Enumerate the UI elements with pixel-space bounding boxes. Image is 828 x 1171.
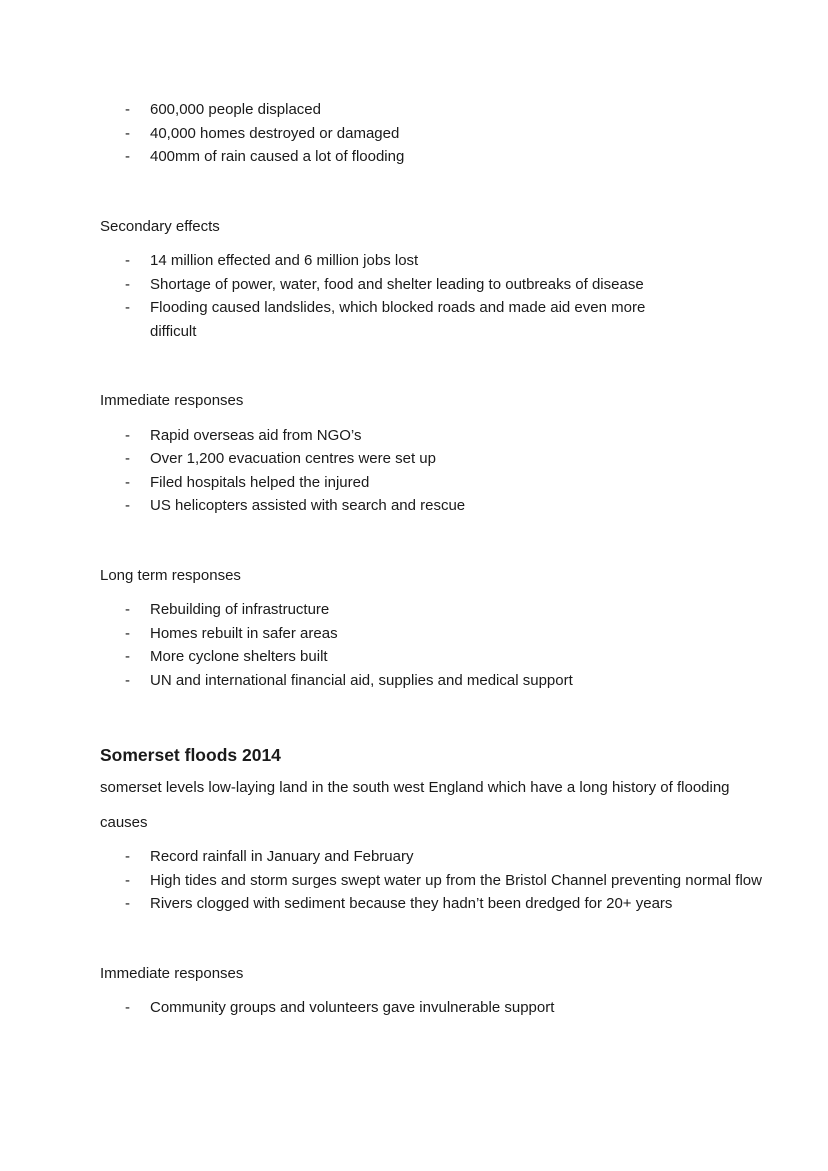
list-item bbox=[100, 145, 740, 169]
somerset-section-title: Somerset floods 2014 bbox=[100, 745, 281, 765]
list-item bbox=[100, 869, 780, 893]
list-item-text: Record rainfall in January and February bbox=[150, 848, 414, 865]
secondary-effects-list bbox=[100, 249, 740, 343]
dash-bullet: - bbox=[125, 101, 130, 118]
dash-bullet: - bbox=[125, 473, 130, 491]
dash-bullet: - bbox=[125, 148, 130, 165]
dash-bullet: - bbox=[125, 426, 130, 444]
list-item bbox=[100, 447, 740, 471]
list-item bbox=[100, 424, 740, 448]
list-item bbox=[100, 996, 740, 1020]
list-item bbox=[100, 296, 690, 343]
dash-bullet: - bbox=[125, 497, 130, 514]
list-item-text: Homes rebuilt in safer areas bbox=[150, 624, 338, 642]
list-item bbox=[100, 669, 740, 693]
somerset-intro-paragraph: somerset levels low-laying land in the south west England which have a long history of flooding bbox=[100, 779, 730, 796]
dash-bullet: - bbox=[125, 299, 130, 316]
list-item bbox=[100, 249, 740, 273]
list-item bbox=[100, 273, 740, 297]
list-item-text: US helicopters assisted with search and rescue bbox=[150, 497, 466, 514]
list-item-text: 400mm of rain caused a lot of flooding bbox=[150, 148, 405, 165]
list-item-text: Shortage of power, water, food and shelter leading to outbreaks of disease bbox=[150, 275, 644, 293]
list-item bbox=[100, 471, 740, 495]
long-term-responses-list bbox=[100, 598, 740, 692]
dash-bullet: - bbox=[125, 450, 130, 467]
causes-label: causes bbox=[100, 813, 148, 831]
list-item bbox=[100, 494, 740, 518]
list-item-text: Filed hospitals helped the injured bbox=[150, 473, 370, 491]
dash-bullet: - bbox=[125, 895, 130, 912]
dash-bullet: - bbox=[125, 848, 130, 865]
document-page bbox=[100, 98, 762, 1020]
dash-bullet: - bbox=[125, 252, 130, 269]
list-item-text: Rivers clogged with sediment because they hadn’t been dredged for 20+ years bbox=[150, 895, 673, 912]
list-item bbox=[100, 622, 740, 646]
dash-bullet: - bbox=[125, 648, 130, 665]
list-item-text: Community groups and volunteers gave invulnerable support bbox=[150, 999, 555, 1016]
dash-bullet: - bbox=[125, 275, 130, 293]
dash-bullet: - bbox=[125, 871, 130, 889]
list-item-text: More cyclone shelters built bbox=[150, 648, 328, 665]
list-item-text: UN and international financial aid, supplies and medical support bbox=[150, 671, 573, 689]
dash-bullet: - bbox=[125, 124, 130, 142]
dash-bullet: - bbox=[125, 601, 130, 618]
dash-bullet: - bbox=[125, 671, 130, 689]
list-item-text: 14 million effected and 6 million jobs lost bbox=[150, 252, 419, 269]
immediate-responses-somerset-list bbox=[100, 996, 740, 1020]
list-item bbox=[100, 598, 740, 622]
intro-bullet-list bbox=[100, 98, 740, 169]
dash-bullet: - bbox=[125, 624, 130, 642]
long-term-responses-heading: Long term responses bbox=[100, 566, 241, 584]
immediate-responses-list bbox=[100, 424, 740, 518]
list-item-text: High tides and storm surges swept water up from the Bristol Channel preventing normal flow bbox=[150, 871, 762, 889]
list-item-text: Rebuilding of infrastructure bbox=[150, 601, 330, 618]
list-item bbox=[100, 645, 740, 669]
list-item bbox=[100, 122, 740, 146]
list-item bbox=[100, 98, 740, 122]
list-item-text: 40,000 homes destroyed or damaged bbox=[150, 124, 400, 142]
list-item-text: Flooding caused landslides, which blocked roads and made aid even more difficult bbox=[150, 299, 646, 340]
immediate-responses-heading-somerset: Immediate responses bbox=[100, 964, 244, 982]
causes-list bbox=[100, 845, 762, 916]
dash-bullet: - bbox=[125, 999, 130, 1016]
list-item bbox=[100, 892, 740, 916]
list-item-text: Over 1,200 evacuation centres were set up bbox=[150, 450, 436, 467]
immediate-responses-heading: Immediate responses bbox=[100, 392, 244, 409]
list-item-text: Rapid overseas aid from NGO’s bbox=[150, 426, 362, 444]
secondary-effects-heading: Secondary effects bbox=[100, 217, 220, 235]
list-item bbox=[100, 845, 740, 869]
list-item-text: 600,000 people displaced bbox=[150, 101, 321, 118]
